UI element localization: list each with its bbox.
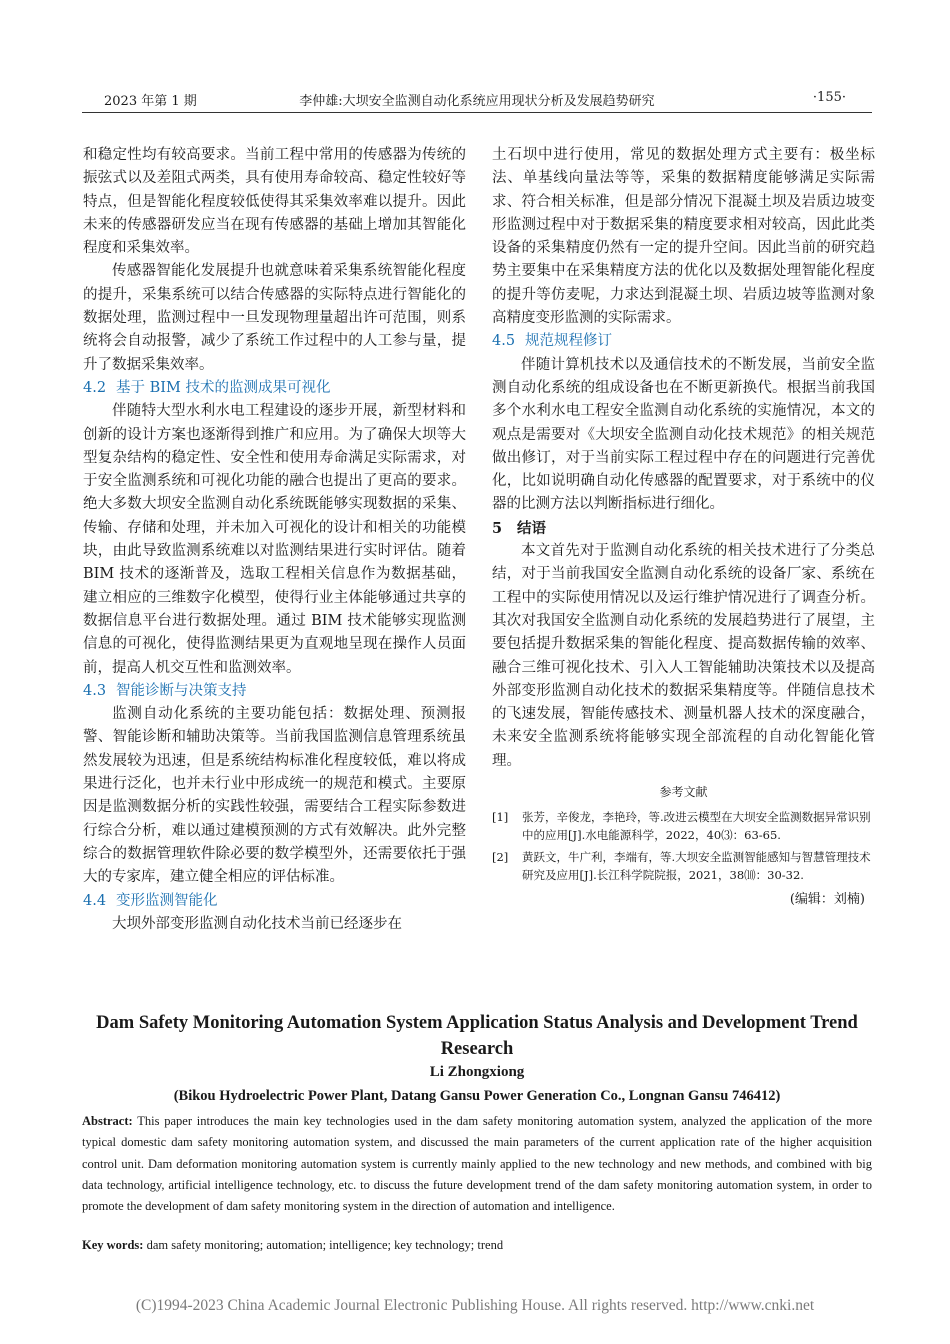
left-column <box>83 144 466 936</box>
keywords-text: dam safety monitoring; automation; intelligence; key technology; trend <box>146 1238 504 1252</box>
abstract-text: This paper introduces the main key technologies used in the dam safety monitoring automation system, analyzed the application of the more typical domestic dam safety monitoring automation system, and discussed the main parameters of the current application rate of the higher acquisition control unit. Dam deformation monitoring automation system is currently mainly applied to the new technology and new methods, and combined with big data technology, artificial intelligence technology, etc. to discuss the future development trend of the dam safety monitoring automation system, in order to promote the development of dam safety monitoring system in the direction of automation and intelligence. <box>82 1114 872 1214</box>
section-title: 结语 <box>517 519 546 537</box>
issue-label: 2023 年第 1 期 <box>104 94 197 109</box>
section-heading-4-4 <box>83 890 466 913</box>
reference-text: 黄跃文，牛广利，李端有，等.大坝安全监测智能感知与智慧管理技术研究及应用[J].长江科学院院报，2021，38⑽：30-32. <box>522 850 871 883</box>
header-rule <box>82 112 872 113</box>
paragraph: 土石坝中进行使用，常见的数据处理方式主要有：极坐标法、单基线向量法等等，采集的数据精度能够满足实际需求、符合相关标准，但是部分情况下混凝土坝及岩质边坡变形监测过程中对于数据采集的精度要求相对较高，因此此类设备的采集精度仍然有一定的提升空间。因此当前的研究趋势主要集中在采集精度方法的优化以及数据处理智能化程度的提升等仿麦呢，力求达到混凝土坝、岩质边坡等监测对象高精度变形监测的实际需求。 <box>492 147 875 327</box>
reference-text: 张芳，辛俊龙，李艳玲，等.改进云模型在大坝安全监测数据异常识别中的应用[J].水电能源科学，2022，40⑶：63-65. <box>522 810 871 843</box>
copyright-footer: (C)1994-2023 China Academic Journal Electronic Publishing House. All rights reserved. http://www.cnki.net <box>135 1297 815 1314</box>
section-number: 4.3 <box>83 682 107 699</box>
paragraph: 本文首先对于监测自动化系统的相关技术进行了分类总结，对于当前我国安全监测自动化系统的设备厂家、系统在工程中的实际使用情况以及运行维护情况进行了调查分析。其次对我国安全监测自动化系统的发展趋势进行了展望，主要包括提升数据采集的智能化程度、提高数据传输的效率、融合三维可视化技术、引入人工智能辅助决策技术以及提高外部变形监测自动化技术的数据采集精度等。伴随信息技术的飞速发展，智能传感技术、测量机器人技术的深度融合，未来安全监测系统将能够实现全部流程的自动化智能化管理。 <box>492 543 875 769</box>
references-title: 参考文献 <box>659 785 708 800</box>
section-title: 规范规程修订 <box>525 333 612 350</box>
paragraph: 和稳定性均有较高要求。当前工程中常用的传感器为传统的振弦式以及差阻式两类，具有使用寿命较高、稳定性较好等特点，但是智能化程度较低使得其采集效率难以提升。因此未来的传感器研发应当在现有传感器的基础上增加其智能化程度和采集效率。 <box>83 147 466 257</box>
english-abstract <box>82 1111 872 1217</box>
section-heading-4-3 <box>83 680 466 703</box>
paragraph: 监测自动化系统的主要功能包括：数据处理、预测报警、智能诊断和辅助决策等。当前我国监测信息管理系统虽然发展较为迅速，但是系统结构标准化程度较低，难以将成果进行泛化，也并未行业中形成统一的规范和模式。主要原因是监测数据分析的实践性较强，需要结合工程实际参数进行综合分析，难以通过建模预测的方式有效解决。此外完整综合的数据管理软件除必要的数学模型外，还需要依托于强大的专家库，建立健全相应的评估标准。 <box>83 706 466 886</box>
section-number: 4.4 <box>83 892 107 909</box>
section-number: 5 <box>492 519 503 537</box>
editor-note: (编辑：刘楠) <box>789 892 865 908</box>
english-author: Li Zhongxiong <box>429 1064 525 1080</box>
paragraph: 传感器智能化发展提升也就意味着采集系统智能化程度的提升，采集系统可以结合传感器的实际特点进行智能化的数据处理，监测过程中一旦发现物理量超出许可范围，则系统将会自动报警，减少了系统工作过程中的人工参与量，提升了数据采集效率。 <box>83 263 466 373</box>
section-heading-4-5 <box>492 330 875 353</box>
running-title: 李仲雄:大坝安全监测自动化系统应用现状分析及发展趋势研究 <box>299 94 655 109</box>
section-title: 智能诊断与决策支持 <box>116 682 247 699</box>
paragraph: 伴随特大型水利水电工程建设的逐步开展，新型材料和创新的设计方案也逐渐得到推广和应用。为了确保大坝等大型复杂结构的稳定性、安全性和使用寿命满足实际需求，对于安全监测系统和可视化功能的融合也提出了更高的要求。绝大多数大坝安全监测自动化系统既能够实现数据的采集、传输、存储和处理，并未加入可视化的设计和相关的功能模块，由此导致监测系统难以对监测结果进行实时评估。随着 BIM 技术的逐渐普及，选取工程相关信息作为数据基础，建立相应的三维数字化模型，使得行业主体能够通过共享的数据信息平台进行数据处理。通过 BIM 技术能够实现监测信息的可视化，使得监测结果更为直观地呈现在操作人员面前，提高人机交互性和监测效率。 <box>83 403 466 676</box>
paragraph: 大坝外部变形监测自动化技术当前已经逐步在 <box>112 915 402 932</box>
right-column <box>492 144 875 912</box>
section-title: 变形监测智能化 <box>116 892 218 909</box>
reference-item <box>492 808 875 844</box>
english-affiliation: (Bikou Hydroelectric Power Plant, Datang Gansu Power Generation Co., Longnan Gansu 746412) <box>173 1088 781 1104</box>
reference-number: [1] <box>492 810 509 825</box>
paragraph: 伴随计算机技术以及通信技术的不断发展，当前安全监测自动化系统的组成设备也在不断更新换代。根据当前我国多个水利水电工程安全监测自动化系统的实施情况，本文的观点是需要对《大坝安全监测自动化技术规范》的相关规范做出修订，对于当前实际工程过程中存在的问题进行完善优化，比如说明确自动化传感器的配置要求，对于系统中的仪器的比测方法以判断指标进行细化。 <box>492 356 875 513</box>
english-keywords <box>82 1238 872 1253</box>
running-header <box>82 90 872 112</box>
english-title: Dam Safety Monitoring Automation System Application Status Analysis and Development Trend Research <box>96 1013 858 1059</box>
section-number: 4.2 <box>83 379 107 396</box>
section-title: 基于 BIM 技术的监测成果可视化 <box>116 379 331 396</box>
keywords-label: Key words: <box>82 1238 144 1252</box>
abstract-label: Abstract: <box>82 1114 133 1128</box>
section-heading-5 <box>492 517 875 540</box>
page-number: ·155· <box>812 90 846 105</box>
reference-number: [2] <box>492 850 509 865</box>
section-number: 4.5 <box>492 333 516 350</box>
section-heading-4-2 <box>83 377 466 400</box>
reference-item <box>492 848 875 884</box>
